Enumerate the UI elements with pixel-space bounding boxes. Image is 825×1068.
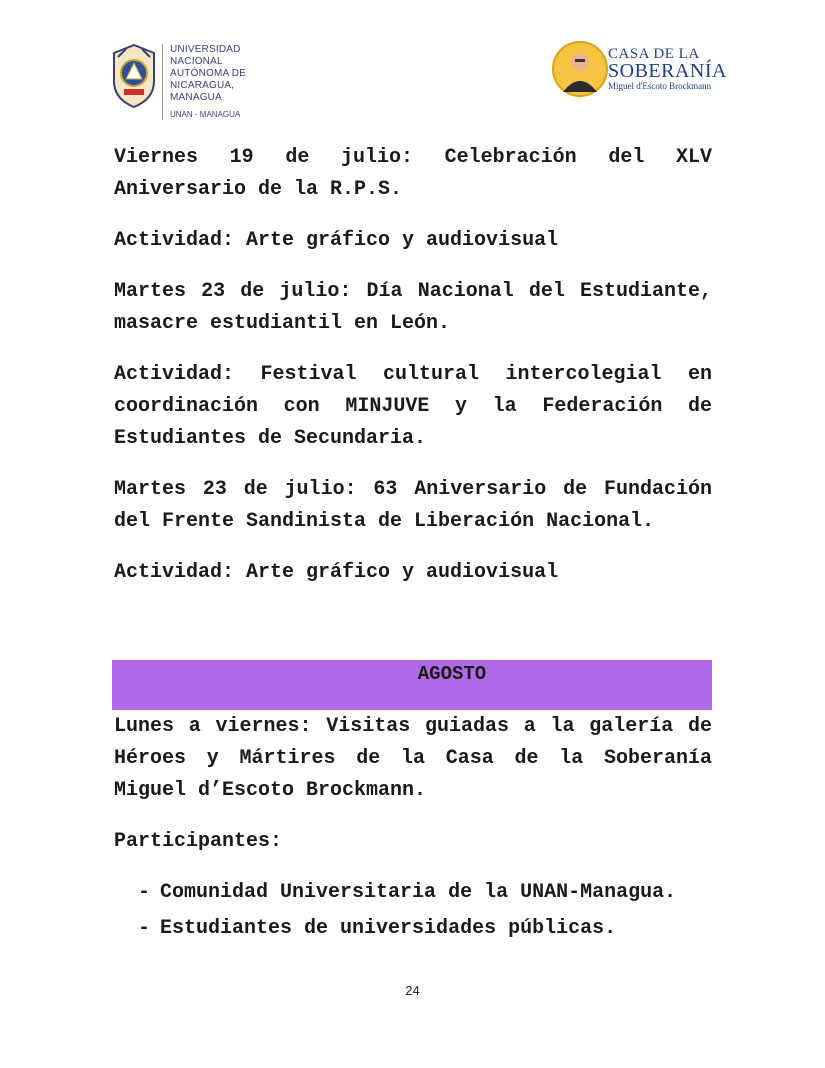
participants-label: Participantes:: [114, 830, 283, 853]
list-item-text: Estudiantes de universidades públicas.: [160, 917, 617, 940]
month-heading: AGOSTO: [417, 663, 487, 685]
event-paragraph: Martes 23 de julio: 63 Aniversario de Fundación del Frente Sandinista de Liberación Nacional.: [114, 478, 712, 533]
casa-line-3: Miguel d'Escoto Brockmann: [608, 81, 712, 91]
july-activities: [114, 142, 712, 608]
list-item: [138, 877, 712, 909]
list-dash: -: [138, 917, 151, 940]
page-number: 24: [405, 983, 420, 998]
august-activities: [114, 711, 712, 949]
visits-paragraph: Lunes a viernes: Visitas guiadas a la galería de Héroes y Mártires de la Casa de la Soberanía Miguel d’Escoto Brockmann.: [114, 715, 712, 802]
activity-paragraph: Actividad: Arte gráfico y audiovisual: [114, 561, 559, 584]
event-paragraph: Martes 23 de julio: Día Nacional del Estudiante, masacre estudiantil en León.: [114, 280, 712, 335]
unan-line: UNIVERSIDAD: [170, 44, 241, 55]
activity-paragraph: Actividad: Festival cultural intercolegial en coordinación con MINJUVE y la Federación de Estudiantes de Secundaria.: [114, 363, 712, 450]
activity-paragraph: Actividad: Arte gráfico y audiovisual: [114, 229, 559, 252]
unan-line: AUTÓNOMA DE: [170, 68, 247, 79]
unan-line: MANAGUA: [170, 92, 222, 103]
list-item-text: Comunidad Universitaria de la UNAN-Managua.: [160, 881, 677, 904]
unan-seal-logo: [110, 43, 158, 109]
casa-line-1: CASA DE LA: [608, 46, 700, 62]
participants-list: [114, 877, 712, 945]
list-dash: -: [138, 881, 151, 904]
unan-line: NACIONAL: [170, 56, 223, 67]
unan-abbreviation: UNAN - MANAGUA: [170, 110, 241, 119]
event-paragraph: Viernes 19 de julio: Celebración del XLV Aniversario de la R.P.S.: [114, 146, 712, 201]
unan-line: NICARAGUA,: [170, 80, 235, 91]
unan-wordmark: [170, 44, 246, 104]
header-divider: [162, 44, 163, 120]
month-heading-bar: [112, 660, 712, 710]
list-item: [138, 913, 712, 945]
page-header: [0, 0, 825, 130]
casa-soberania-portrait-logo: [551, 40, 609, 98]
casa-line-2: SOBERANÍA: [608, 60, 727, 82]
casa-soberania-wordmark: [608, 47, 727, 92]
